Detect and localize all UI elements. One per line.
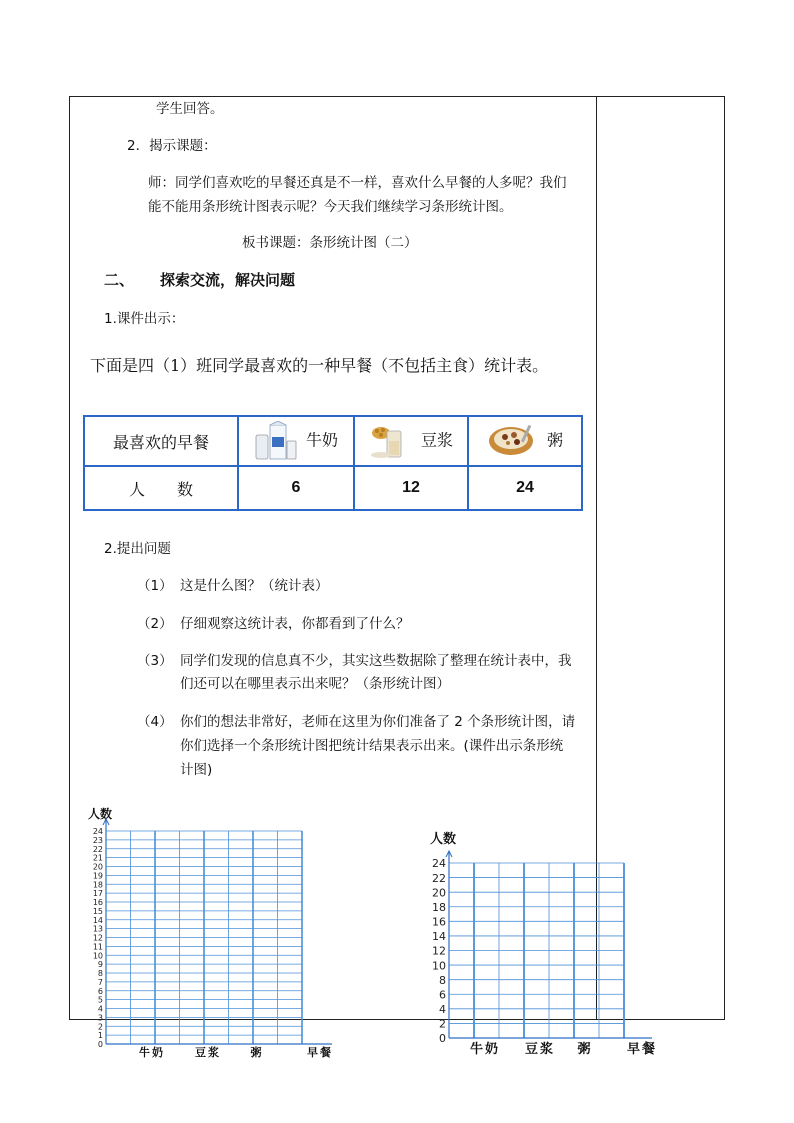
y-tick-label: 23 bbox=[92, 835, 103, 845]
board-title: 板书课题：条形统计图（二） bbox=[242, 235, 418, 251]
q3-line-2: 们还可以在哪里表示出来呢？（条形统计图） bbox=[180, 676, 450, 692]
section2-title: 探索交流，解决问题 bbox=[160, 271, 296, 289]
courseware-label: 1.课件出示： bbox=[104, 311, 185, 327]
y-tick-label: 15 bbox=[92, 906, 103, 916]
table-row bbox=[84, 466, 582, 510]
teacher-line-2: 能不能用条形统计图表示呢？今天我们继续学习条形统计图。 bbox=[148, 199, 513, 215]
porridge-label: 粥 bbox=[546, 430, 563, 450]
y-tick-label: 10 bbox=[432, 959, 446, 973]
y-tick-label: 0 bbox=[97, 1040, 103, 1050]
table-row bbox=[84, 416, 582, 466]
y-tick-label: 21 bbox=[92, 853, 103, 863]
blank-bar-chart-1 bbox=[80, 800, 360, 1062]
q4-line-2: 你们选择一个条形统计图把统计结果表示出来。(课件出示条形统 bbox=[180, 738, 564, 754]
count-porridge: 24 bbox=[468, 466, 582, 510]
x-axis-label: 早餐 bbox=[626, 1042, 658, 1057]
y-tick-label: 16 bbox=[92, 898, 103, 908]
q4-line-3: 计图) bbox=[180, 762, 213, 778]
step2-title: 2．揭示课题： bbox=[127, 138, 217, 154]
x-category-label: 牛奶 bbox=[469, 1042, 501, 1057]
y-tick-label: 13 bbox=[92, 924, 103, 934]
y-tick-label: 24 bbox=[432, 857, 446, 871]
student-answer: 学生回答。 bbox=[156, 101, 224, 117]
milk-icon bbox=[254, 421, 298, 461]
milk-label: 牛奶 bbox=[305, 430, 338, 450]
y-tick-label: 3 bbox=[97, 1013, 103, 1023]
row-header-count: 人 数 bbox=[84, 466, 238, 510]
y-tick-label: 12 bbox=[92, 933, 103, 943]
table-cell-milk bbox=[238, 416, 354, 466]
porridge-icon bbox=[487, 421, 539, 461]
ask-questions-label: 2.提出问题 bbox=[104, 541, 171, 557]
x-axis-label: 早餐 bbox=[307, 1046, 333, 1059]
y-tick-label: 20 bbox=[432, 886, 446, 900]
y-tick-label: 2 bbox=[439, 1017, 446, 1031]
y-tick-label: 4 bbox=[97, 1004, 103, 1014]
y-tick-label: 12 bbox=[432, 944, 446, 958]
x-category-label: 粥 bbox=[250, 1046, 264, 1059]
y-tick-label: 16 bbox=[432, 915, 446, 929]
q2-text: 仔细观察这统计表，你都看到了什么？ bbox=[180, 616, 410, 632]
y-tick-label: 22 bbox=[92, 844, 103, 854]
soymilk-label: 豆浆 bbox=[420, 430, 453, 450]
y-tick-label: 20 bbox=[92, 862, 103, 872]
y-tick-label: 6 bbox=[97, 986, 103, 996]
blank-bar-chart-2 bbox=[420, 825, 680, 1060]
y-tick-label: 0 bbox=[439, 1032, 446, 1046]
y-tick-label: 24 bbox=[92, 827, 103, 837]
y-axis-label: 人数 bbox=[88, 807, 113, 821]
section2-number: 二、 bbox=[104, 271, 135, 289]
count-milk: 6 bbox=[238, 466, 354, 510]
table-caption: 下面是四（1）班同学最喜欢的一种早餐（不包括主食）统计表。 bbox=[90, 356, 549, 375]
q4-number: （4） bbox=[137, 714, 173, 730]
y-tick-label: 8 bbox=[97, 969, 103, 979]
y-tick-label: 14 bbox=[432, 930, 446, 944]
x-category-label: 粥 bbox=[577, 1042, 593, 1057]
x-category-label: 牛奶 bbox=[139, 1046, 165, 1059]
q3-number: （3） bbox=[137, 653, 173, 669]
y-tick-label: 17 bbox=[92, 889, 103, 899]
y-tick-label: 22 bbox=[432, 871, 446, 885]
row-header-breakfast: 最喜欢的早餐 bbox=[84, 416, 238, 466]
y-tick-label: 4 bbox=[439, 1003, 446, 1017]
q2-number: （2） bbox=[137, 616, 173, 632]
y-tick-label: 6 bbox=[439, 988, 446, 1002]
breakfast-stat-table bbox=[83, 415, 583, 511]
table-cell-soymilk bbox=[354, 416, 468, 466]
q1-text: 这是什么图？（统计表） bbox=[180, 578, 329, 594]
count-soymilk: 12 bbox=[354, 466, 468, 510]
y-tick-label: 18 bbox=[432, 900, 446, 914]
y-tick-label: 8 bbox=[439, 973, 446, 987]
y-tick-label: 9 bbox=[97, 960, 103, 970]
y-tick-label: 5 bbox=[97, 995, 103, 1005]
y-tick-label: 19 bbox=[92, 871, 103, 881]
y-tick-label: 1 bbox=[97, 1031, 103, 1041]
y-tick-label: 2 bbox=[97, 1022, 103, 1032]
y-tick-label: 7 bbox=[97, 977, 103, 987]
table-cell-porridge bbox=[468, 416, 582, 466]
q3-line-1: 同学们发现的信息真不少，其实这些数据除了整理在统计表中，我 bbox=[180, 653, 572, 669]
y-tick-label: 14 bbox=[92, 915, 103, 925]
y-tick-label: 10 bbox=[92, 951, 103, 961]
y-axis-label: 人数 bbox=[430, 832, 457, 847]
y-tick-label: 11 bbox=[92, 942, 103, 952]
x-category-label: 豆浆 bbox=[524, 1042, 556, 1057]
x-category-label: 豆浆 bbox=[195, 1046, 221, 1059]
soymilk-icon bbox=[369, 421, 413, 461]
q1-number: （1） bbox=[137, 578, 173, 594]
y-tick-label: 18 bbox=[92, 880, 103, 890]
teacher-line-1: 师：同学们喜欢吃的早餐还真是不一样，喜欢什么早餐的人多呢？我们 bbox=[148, 175, 567, 191]
q4-line-1: 你们的想法非常好，老师在这里为你们准备了 2 个条形统计图，请 bbox=[180, 714, 576, 730]
